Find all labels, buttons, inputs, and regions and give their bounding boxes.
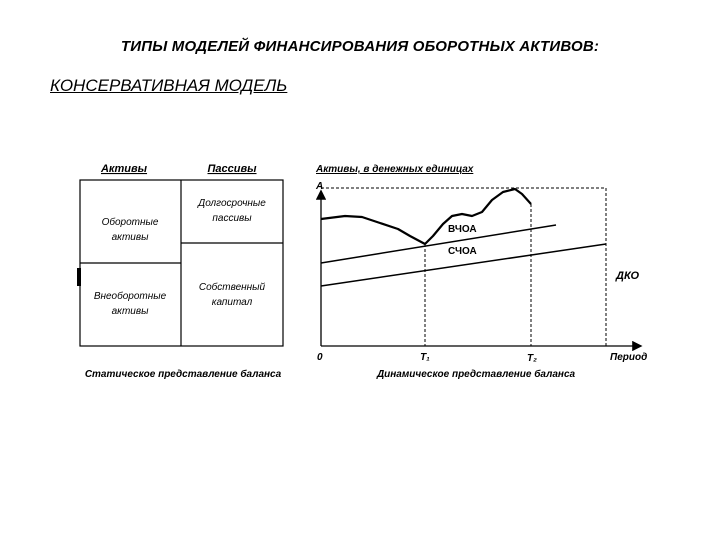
- noncurrent-assets-label-line2: активы: [111, 306, 149, 317]
- current-assets-label-line1: Оборотные: [101, 217, 159, 228]
- t1-label: T₁: [420, 352, 430, 363]
- curve-label-vchoa: ВЧОА: [448, 224, 477, 235]
- total-current-assets-curve: [321, 189, 531, 244]
- y-axis-letter: А: [316, 181, 324, 192]
- header-assets: Активы: [100, 163, 148, 175]
- slide-title: ТИПЫ МОДЕЛЕЙ ФИНАНСИРОВАНИЯ ОБОРОТНЫХ АКТИВОВ:: [120, 38, 600, 55]
- static-balance-table: [77, 163, 283, 380]
- y-axis-title: Активы, в денежных единицах: [316, 164, 474, 175]
- equity-label-line1: Собственный: [198, 282, 266, 293]
- origin-label: 0: [317, 352, 323, 363]
- long-term-liabilities-label-line2: пассивы: [212, 213, 252, 224]
- dko-label: ДКО: [616, 270, 640, 282]
- x-axis-title: Период: [610, 352, 648, 363]
- static-caption: Статическое представление баланса: [84, 369, 282, 380]
- noncurrent-assets-label-line1: Внеоборотные: [93, 291, 167, 302]
- current-assets-label-line2: активы: [111, 232, 149, 243]
- t2-label: T₂: [527, 353, 537, 364]
- dynamic-caption: Динамическое представление баланса: [376, 369, 576, 380]
- header-liabilities: Пассивы: [207, 163, 257, 175]
- dynamic-balance-graph: [315, 164, 647, 380]
- curve-label-schoa: СЧОА: [448, 246, 477, 257]
- slide-subtitle: КОНСЕРВАТИВНАЯ МОДЕЛЬ: [50, 76, 288, 95]
- current-assets-mark: [77, 268, 81, 286]
- equity-label-line2: капитал: [211, 297, 253, 308]
- long-term-liabilities-label-line1: Долгосрочные: [198, 198, 266, 209]
